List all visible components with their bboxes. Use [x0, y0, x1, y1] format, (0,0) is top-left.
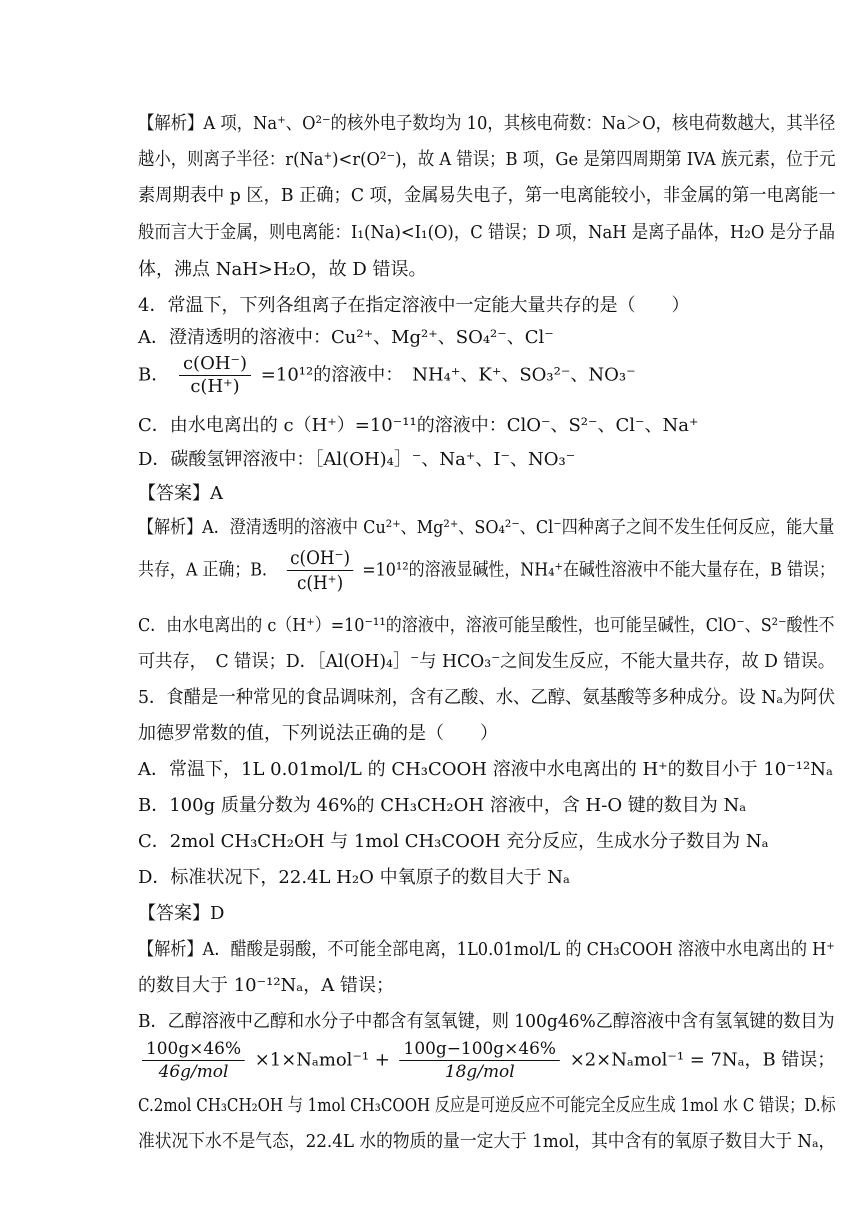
q5-option-d: D．标准状况下，22.4L H₂O 中氧原子的数目大于 Nₐ [138, 867, 570, 888]
equation-middle: ×1×Nₐmol⁻¹ + [254, 1049, 390, 1071]
q3-analysis-line-1: 【解析】A 项，Na⁺、O²⁻的核外电子数均为 10，其核电荷数：Na＞O，核电荷数越大，其半径 [138, 113, 836, 134]
q4-option-b [138, 353, 636, 398]
q4-option-c: C．由水电离出的 c（H⁺）=10⁻¹¹的溶液中：ClO⁻、S²⁻、Cl⁻、Na⁺ [138, 415, 699, 436]
q4-option-b-prefix: B． [138, 364, 170, 386]
q5-analysis-line-5: 准状况下水不是气态，22.4L 水的物质的量一定大于 1mol，其中含有的氧原子数目大于 Nₐ， [138, 1131, 836, 1152]
q3-analysis-line-4: 般而言大于金属，则电离能：I₁(Na)<I₁(O)，C 错误；D 项，NaH 是离子晶体，H₂O 是分子晶 [138, 222, 836, 243]
equation-fraction-2 [400, 1038, 560, 1083]
q4-analysis-line-3: C．由水电离出的 c（H⁺）=10⁻¹¹的溶液中，溶液可能呈酸性，也可能呈碱性，ClO⁻、S²⁻酸性不 [138, 615, 835, 636]
q4-option-b-fraction [179, 353, 251, 398]
q4-analysis-line-2 [138, 546, 835, 595]
q3-analysis-line-3: 素周期表中 p 区，B 正确；C 项，金属易失电子，第一电离能较小，非金属的第一电离能一 [138, 185, 836, 206]
q5-option-c: C．2mol CH₃CH₂OH 与 1mol CH₃COOH 充分反应，生成水分子数目为 Nₐ [138, 831, 769, 852]
fraction-numerator: 100g×46% [142, 1038, 245, 1061]
q5-option-a: A．常温下，1L 0.01mol/L 的 CH₃COOH 溶液中水电离出的 H⁺的数目小于 10⁻¹²Nₐ [138, 759, 833, 780]
q4-analysis-suffix: =10¹²的溶液显碱性，NH₄⁺在碱性溶液中不能大量存在，B 错误； [362, 559, 835, 581]
q5-stem-line-1: 5．食醋是一种常见的食品调味剂，含有乙酸、水、乙醇、氨基酸等多种成分。设 Nₐ为阿伏 [138, 687, 836, 708]
q5-analysis-line-2: 的数目大于 10⁻¹²Nₐ，A 错误； [138, 975, 394, 996]
q4-stem: 4．常温下，下列各组离子在指定溶液中一定能大量共存的是（ ） [138, 295, 690, 316]
q3-analysis-line-5: 体，沸点 NaH>H₂O，故 D 错误。 [138, 259, 427, 280]
fraction-numerator: c(OH⁻) [179, 353, 251, 376]
q5-equation [138, 1038, 835, 1083]
q4-analysis-prefix: 共存，A 正确；B． [138, 559, 278, 581]
q4-analysis-line-1: 【解析】A．澄清透明的溶液中 Cu²⁺、Mg²⁺、SO₄²⁻、Cl⁻四种离子之间不发生任何反应，能大量 [138, 517, 835, 538]
equation-end: ×2×Nₐmol⁻¹ = 7Nₐ，B 错误； [569, 1049, 836, 1071]
q4-answer: 【答案】A [138, 483, 223, 504]
equation-fraction-1 [142, 1038, 245, 1083]
q5-stem-line-2: 加德罗常数的值，下列说法正确的是（ ） [138, 723, 498, 744]
q5-analysis-line-4: C.2mol CH₃CH₂OH 与 1mol CH₃COOH 反应是可逆反应不可能完全反应生成 1mol 水 C 错误；D.标 [138, 1095, 836, 1116]
q4-option-a: A．澄清透明的溶液中：Cu²⁺、Mg²⁺、SO₄²⁻、Cl⁻ [138, 327, 554, 348]
q3-analysis-line-2: 越小，则离子半径：r(Na⁺)<r(O²⁻)，故 A 错误；B 项，Ge 是第四周期第 IVA 族元素，位于元 [138, 149, 836, 170]
q4-analysis-fraction [287, 546, 354, 595]
q5-option-b: B．100g 质量分数为 46%的 CH₃CH₂OH 溶液中，含 H-O 键的数目为 Nₐ [138, 795, 747, 816]
fraction-denominator: c(H⁺) [190, 376, 240, 397]
q4-option-d: D．碳酸氢钾溶液中：［Al(OH)₄］⁻、Na⁺、I⁻、NO₃⁻ [138, 449, 576, 470]
q5-analysis-line-3: B．乙醇溶液中乙醇和水分子中都含有氢氧键，则 100g46%乙醇溶液中含有氢氧键的数目为 [138, 1011, 835, 1032]
fraction-denominator: 46g/mol [158, 1062, 229, 1082]
q4-analysis-line-4: 可共存， C 错误；D．［Al(OH)₄］⁻与 HCO₃⁻之间发生反应，不能大量共存，故 D 错误。 [138, 651, 836, 672]
fraction-denominator: c(H⁺) [297, 572, 344, 594]
q4-option-b-suffix: =10¹²的溶液中： NH₄⁺、K⁺、SO₃²⁻、NO₃⁻ [260, 364, 636, 386]
fraction-denominator: 18g/mol [444, 1062, 515, 1082]
q5-analysis-line-1: 【解析】A．醋酸是弱酸，不可能全部电离，1L0.01mol/L 的 CH₃COOH 溶液中水电离出的 H⁺ [138, 939, 835, 960]
fraction-numerator: c(OH⁻) [287, 546, 354, 571]
q5-answer: 【答案】D [138, 903, 225, 924]
fraction-numerator: 100g−100g×46% [400, 1038, 560, 1061]
